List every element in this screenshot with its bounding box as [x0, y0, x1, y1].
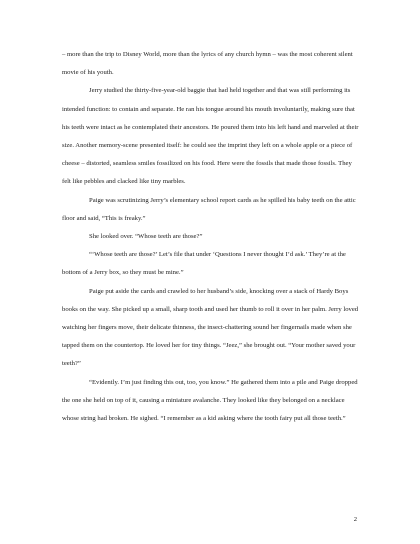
paragraph: – more than the trip to Disney World, more than the lyrics of any church hymn – was the most coherent silent movie of his youth.	[62, 51, 353, 77]
paragraph: “Evidently. I’m just finding this out, too, you know.” He gathered them into a pile and Paige dropped the one she held on top of it, causing a miniature avalanche. They looked like they belonged on a necklace whose string had broken. He sighed. “I remember as a kid asking where the tooth fairy put all those teeth.”	[62, 378, 358, 423]
paragraph: Jerry studied the thirty-five-year-old baggie that had held together and that was still performing its intended function: to contain and separate. He ran his tongue around his mouth involuntarily, making sure that his teeth were intact as he contemplated their ancestors. He poured them into his left hand and marveled at their size. Another memory-scene presented itself: he could see the imprint they left on a whole apple or a piece of cheese – distorted, seamless smiles fossilized on his food. Here were the fossils that made those fossils. They felt like pebbles and clacked like tiny marbles.	[62, 87, 359, 186]
paragraph: Paige was scrutinizing Jerry’s elementary school report cards as he spilled his baby teeth on the attic floor and said, “This is freaky.”	[62, 196, 356, 222]
paragraph: “‘Whose teeth are those?’ Let’s file that under ‘Questions I never thought I’d ask.’ They’re at the bottom of a Jerry box, so they must be mine.”	[62, 251, 346, 277]
paragraph: She looked over. “Whose teeth are those?”	[89, 233, 203, 241]
paragraph: Paige put aside the cards and crawled to her husband’s side, knocking over a stack of Hardy Boys books on the way. She picked up a small, sharp tooth and used her thumb to roll it over in her palm. Jerry loved watching her fingers move, their delicate thinness, the insect-chattering sound her fingernails made when she tapped them on the countertop. He loved her for tiny things. “Jeez,” she brought out. “Your mother saved your teeth?”	[62, 287, 359, 368]
page-number: 2	[353, 516, 357, 523]
body-text	[62, 46, 362, 428]
